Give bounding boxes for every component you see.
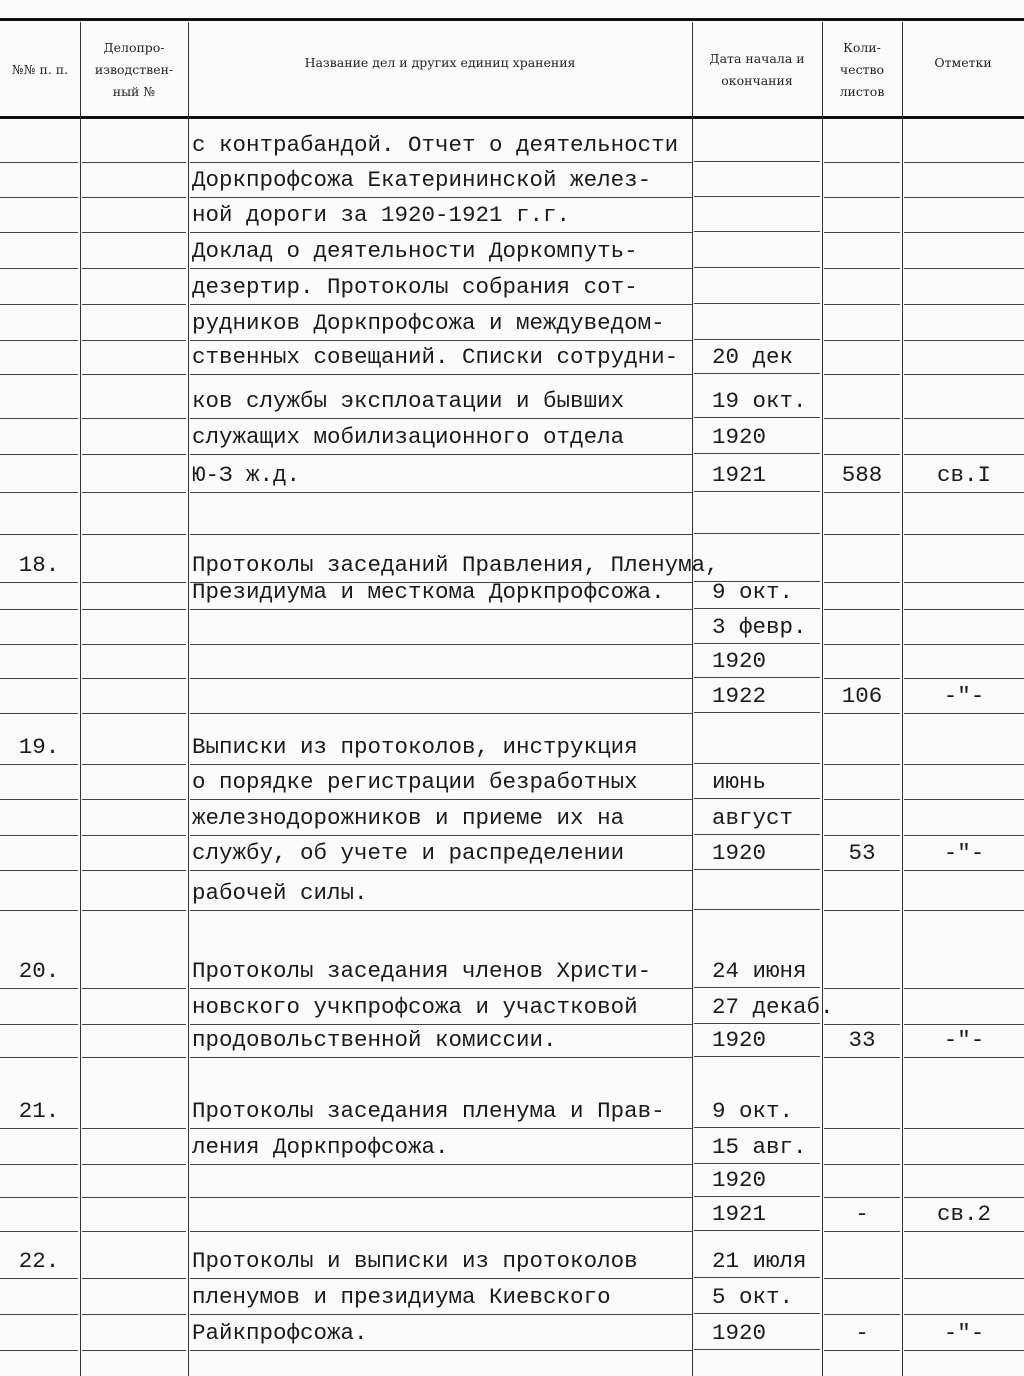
cell-title: службу, об учете и распределении xyxy=(190,836,692,871)
cell-title: о порядке регистрации безработных xyxy=(190,765,692,800)
cell-title: ной дороги за 1920-1921 г.г. xyxy=(190,198,692,233)
cell-office xyxy=(82,644,186,679)
table-row xyxy=(0,730,1024,764)
cell-sheets xyxy=(824,306,900,341)
cell-title: Выписки из протоколов, инструкция xyxy=(190,730,692,765)
cell-office xyxy=(82,198,186,233)
cell-notes xyxy=(904,270,1024,305)
cell-title xyxy=(190,1197,692,1232)
cell-notes xyxy=(904,128,1024,163)
cell-title: Доркпрофсожа Екатерининской желез- xyxy=(190,163,692,198)
cell-date: 19 окт. xyxy=(694,384,820,418)
cell-notes xyxy=(904,198,1024,233)
cell-date xyxy=(694,163,820,197)
cell-office xyxy=(82,610,186,645)
cell-sheets xyxy=(824,128,900,163)
cell-title xyxy=(190,1163,692,1198)
cell-sheets xyxy=(824,340,900,375)
cell-office xyxy=(82,340,186,375)
cell-num xyxy=(0,384,78,419)
table-row xyxy=(0,765,1024,799)
cell-title: новского учкпрофсожа и участковой xyxy=(190,990,692,1025)
cell-notes xyxy=(904,1094,1024,1129)
cell-sheets xyxy=(824,1130,900,1165)
cell-num: 22. xyxy=(0,1244,78,1279)
header-sheets: Коли-чество листов xyxy=(839,40,885,99)
cell-notes xyxy=(904,765,1024,800)
cell-office xyxy=(82,876,186,911)
cell-date: 3 февр. xyxy=(694,610,820,644)
cell-date: 1920 xyxy=(694,1023,820,1057)
cell-office xyxy=(82,990,186,1025)
cell-date: 1920 xyxy=(694,644,820,678)
table-row xyxy=(0,801,1024,835)
cell-date: 1920 xyxy=(694,1316,820,1350)
cell-num xyxy=(0,198,78,233)
cell-date: 1921 xyxy=(694,1197,820,1231)
cell-notes: -"- xyxy=(904,836,1024,871)
cell-date: 9 окт. xyxy=(694,1094,820,1128)
cell-office xyxy=(82,458,186,493)
table-row xyxy=(0,1316,1024,1350)
cell-title: Протоколы и выписки из протоколов xyxy=(190,1244,692,1279)
cell-num xyxy=(0,163,78,198)
cell-num xyxy=(0,500,78,535)
cell-title xyxy=(190,679,692,714)
table-row xyxy=(0,128,1024,162)
cell-num xyxy=(0,679,78,714)
cell-date: 5 окт. xyxy=(694,1280,820,1314)
cell-num: 21. xyxy=(0,1094,78,1129)
table-row xyxy=(0,1244,1024,1278)
cell-sheets xyxy=(824,1280,900,1315)
cell-sheets xyxy=(824,801,900,836)
cell-title xyxy=(190,644,692,679)
cell-num: 20. xyxy=(0,954,78,989)
cell-date: июнь xyxy=(694,765,820,799)
header-dates: Дата начала и окончания xyxy=(709,51,805,88)
cell-office xyxy=(82,163,186,198)
cell-sheets: 33 xyxy=(824,1023,900,1058)
cell-notes xyxy=(904,1163,1024,1198)
cell-notes xyxy=(904,340,1024,375)
cell-date: 15 авг. xyxy=(694,1130,820,1164)
cell-office xyxy=(82,1316,186,1351)
cell-sheets xyxy=(824,1094,900,1129)
cell-notes xyxy=(904,801,1024,836)
cell-title xyxy=(190,500,692,535)
cell-sheets xyxy=(824,384,900,419)
cell-sheets: 53 xyxy=(824,836,900,871)
cell-sheets: 106 xyxy=(824,679,900,714)
cell-num xyxy=(0,340,78,375)
cell-notes xyxy=(904,1280,1024,1315)
cell-sheets xyxy=(824,610,900,645)
cell-title: дезертир. Протоколы собрания сот- xyxy=(190,270,692,305)
cell-title: рудников Доркпрофсожа и междуведом- xyxy=(190,306,692,341)
cell-notes: -"- xyxy=(904,1316,1024,1351)
cell-sheets xyxy=(824,1244,900,1279)
cell-num xyxy=(0,765,78,800)
cell-office xyxy=(82,1280,186,1315)
table-row xyxy=(0,644,1024,678)
cell-num xyxy=(0,234,78,269)
table-row xyxy=(0,1130,1024,1164)
cell-date: 1920 xyxy=(694,420,820,454)
cell-notes xyxy=(904,644,1024,679)
cell-sheets xyxy=(824,500,900,535)
cell-num xyxy=(0,1316,78,1351)
cell-title: Доклад о деятельности Доркомпуть- xyxy=(190,234,692,269)
table-row xyxy=(0,340,1024,374)
cell-num xyxy=(0,128,78,163)
cell-notes xyxy=(904,954,1024,989)
cell-office xyxy=(82,765,186,800)
cell-title: ственных совещаний. Списки сотрудни- xyxy=(190,340,692,375)
cell-office xyxy=(82,1197,186,1232)
cell-title: ления Доркпрофсожа. xyxy=(190,1130,692,1165)
table-row xyxy=(0,836,1024,870)
cell-num xyxy=(0,1163,78,1198)
cell-date: 1921 xyxy=(694,458,820,492)
cell-date xyxy=(694,876,820,910)
cell-sheets xyxy=(824,420,900,455)
cell-title: пленумов и президиума Киевского xyxy=(190,1280,692,1315)
cell-notes: св.I xyxy=(904,458,1024,493)
cell-date xyxy=(694,306,820,340)
cell-num xyxy=(0,1280,78,1315)
cell-office xyxy=(82,1163,186,1198)
cell-office xyxy=(82,234,186,269)
cell-sheets xyxy=(824,644,900,679)
table-row xyxy=(0,163,1024,197)
cell-notes xyxy=(904,1244,1024,1279)
cell-date: 24 июня xyxy=(694,954,820,988)
cell-num xyxy=(0,458,78,493)
cell-date: 9 окт. xyxy=(694,575,820,609)
cell-sheets xyxy=(824,234,900,269)
table-row xyxy=(0,679,1024,713)
table-row xyxy=(0,234,1024,268)
table-row xyxy=(0,610,1024,644)
cell-title: Протоколы заседания членов Христи- xyxy=(190,954,692,989)
table-row xyxy=(0,1280,1024,1314)
cell-office xyxy=(82,836,186,871)
table-row xyxy=(0,1023,1024,1057)
cell-date xyxy=(694,730,820,764)
table-row xyxy=(0,500,1024,534)
cell-notes xyxy=(904,876,1024,911)
cell-date xyxy=(694,234,820,268)
cell-notes xyxy=(904,384,1024,419)
table-row xyxy=(0,306,1024,340)
cell-office xyxy=(82,420,186,455)
cell-office xyxy=(82,1244,186,1279)
cell-title: Протоколы заседаний Правления, Пленума, xyxy=(190,548,692,583)
cell-sheets xyxy=(824,270,900,305)
cell-office xyxy=(82,1130,186,1165)
table-row xyxy=(0,876,1024,910)
cell-title: рабочей силы. xyxy=(190,876,692,911)
cell-sheets xyxy=(824,990,900,1025)
cell-office xyxy=(82,384,186,419)
cell-date xyxy=(694,500,820,534)
header-office-num: Делопро-изводствен-ный № xyxy=(94,40,174,99)
cell-date: 20 дек xyxy=(694,340,820,374)
table-row xyxy=(0,575,1024,609)
cell-sheets xyxy=(824,954,900,989)
cell-title: продовольственной комиссии. xyxy=(190,1023,692,1058)
cell-office xyxy=(82,1094,186,1129)
cell-office xyxy=(82,128,186,163)
cell-sheets xyxy=(824,163,900,198)
cell-num xyxy=(0,610,78,645)
table-row xyxy=(0,990,1024,1024)
cell-office xyxy=(82,679,186,714)
cell-date xyxy=(694,270,820,304)
cell-notes xyxy=(904,306,1024,341)
cell-num xyxy=(0,990,78,1025)
cell-sheets xyxy=(824,198,900,233)
cell-office xyxy=(82,730,186,765)
cell-date xyxy=(694,198,820,232)
cell-date: 1920 xyxy=(694,1163,820,1197)
cell-date: 21 июля xyxy=(694,1244,820,1278)
cell-date: 1920 xyxy=(694,836,820,870)
cell-title: железнодорожников и приеме их на xyxy=(190,801,692,836)
cell-date: 27 декаб. xyxy=(694,990,820,1024)
cell-office xyxy=(82,270,186,305)
cell-notes xyxy=(904,163,1024,198)
cell-sheets: 588 xyxy=(824,458,900,493)
cell-num xyxy=(0,1130,78,1165)
table-row xyxy=(0,198,1024,232)
cell-office xyxy=(82,500,186,535)
cell-title: служащих мобилизационного отдела xyxy=(190,420,692,455)
cell-sheets xyxy=(824,575,900,610)
cell-notes xyxy=(904,610,1024,645)
cell-num xyxy=(0,575,78,610)
cell-notes xyxy=(904,990,1024,1025)
table-row xyxy=(0,458,1024,492)
cell-title: Ю-З ж.д. xyxy=(190,458,692,493)
cell-office xyxy=(82,1023,186,1058)
cell-notes xyxy=(904,730,1024,765)
cell-num: 19. xyxy=(0,730,78,765)
cell-office xyxy=(82,801,186,836)
cell-sheets xyxy=(824,1163,900,1198)
cell-num xyxy=(0,1197,78,1232)
cell-notes: -"- xyxy=(904,679,1024,714)
cell-notes: -"- xyxy=(904,1023,1024,1058)
cell-sheets: - xyxy=(824,1197,900,1232)
table-row xyxy=(0,1094,1024,1128)
cell-title: с контрабандой. Отчет о деятельности xyxy=(190,128,692,163)
cell-office xyxy=(82,575,186,610)
cell-num xyxy=(0,876,78,911)
cell-title: Протоколы заседания пленума и Прав- xyxy=(190,1094,692,1129)
cell-notes xyxy=(904,420,1024,455)
cell-notes xyxy=(904,1130,1024,1165)
cell-office xyxy=(82,954,186,989)
cell-title: Президиума и месткома Доркпрофсожа. xyxy=(190,575,692,610)
cell-date xyxy=(694,128,820,162)
header-notes: Отметки xyxy=(934,55,992,70)
cell-num xyxy=(0,1023,78,1058)
cell-num: 18. xyxy=(0,548,78,583)
cell-num xyxy=(0,801,78,836)
cell-title: Райкпрофсожа. xyxy=(190,1316,692,1351)
cell-num xyxy=(0,306,78,341)
table-row xyxy=(0,1163,1024,1197)
top-rule xyxy=(0,18,1024,21)
table-row xyxy=(0,1197,1024,1231)
cell-sheets xyxy=(824,876,900,911)
cell-title xyxy=(190,610,692,645)
cell-notes xyxy=(904,234,1024,269)
cell-notes xyxy=(904,500,1024,535)
header-title: Название дел и других единиц хранения xyxy=(304,55,576,70)
cell-notes: св.2 xyxy=(904,1197,1024,1232)
header-num: №№ п. п. xyxy=(11,62,69,77)
cell-notes xyxy=(904,575,1024,610)
cell-num xyxy=(0,644,78,679)
table-row xyxy=(0,420,1024,454)
cell-date: август xyxy=(694,801,820,835)
cell-sheets xyxy=(824,730,900,765)
table-row xyxy=(0,270,1024,304)
cell-sheets xyxy=(824,765,900,800)
cell-sheets: - xyxy=(824,1316,900,1351)
cell-date: 1922 xyxy=(694,679,820,713)
cell-office xyxy=(82,306,186,341)
cell-num xyxy=(0,836,78,871)
cell-num xyxy=(0,270,78,305)
cell-title: ков службы эксплоатации и бывших xyxy=(190,384,692,419)
table-row xyxy=(0,384,1024,418)
table-row xyxy=(0,954,1024,988)
cell-num xyxy=(0,420,78,455)
